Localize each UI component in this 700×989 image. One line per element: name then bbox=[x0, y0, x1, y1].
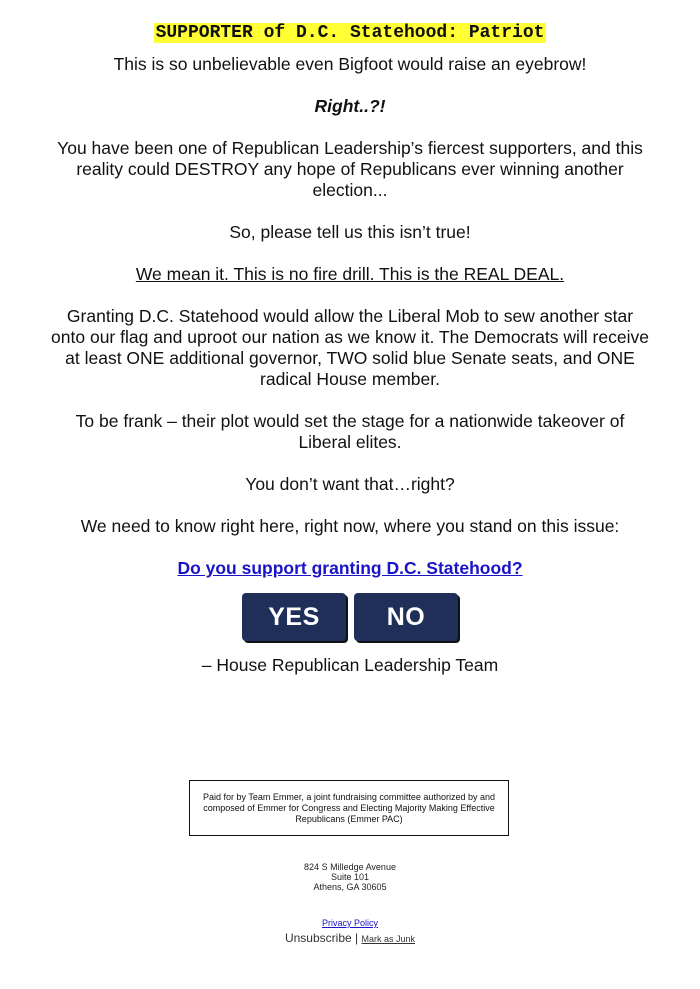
unsubscribe-link[interactable]: Unsubscribe bbox=[284, 931, 352, 945]
paragraph-frank: To be frank – their plot would set the stage for a nationwide takeover of Liberal elites. bbox=[75, 411, 625, 452]
headline-row bbox=[0, 22, 700, 44]
privacy-policy-link[interactable]: Privacy Policy bbox=[321, 918, 378, 928]
unsubscribe-row bbox=[0, 931, 700, 946]
paragraph-right: Right..?! bbox=[314, 96, 386, 116]
paragraph-supporter: You have been one of Republican Leadership’s fiercest supporters, and this reality could DESTROY any hope of Republicans ever winning another election... bbox=[57, 138, 643, 200]
mark-as-junk-link[interactable]: Mark as Junk bbox=[361, 934, 416, 944]
headline: SUPPORTER of D.C. Statehood: Patriot bbox=[155, 23, 545, 43]
address-line-1: 824 S Milledge Avenue bbox=[304, 862, 396, 872]
footer-separator: | bbox=[355, 931, 359, 945]
address-line-3: Athens, GA 30605 bbox=[313, 882, 387, 892]
question-row bbox=[0, 558, 700, 579]
no-button[interactable]: NO bbox=[354, 593, 458, 641]
paragraph-real-deal bbox=[50, 264, 650, 285]
paragraph-intro: This is so unbelievable even Bigfoot would raise an eyebrow! bbox=[113, 54, 587, 74]
mailing-address bbox=[0, 862, 700, 892]
yes-button[interactable]: YES bbox=[242, 593, 346, 641]
paragraph-stand: We need to know right here, right now, where you stand on this issue: bbox=[80, 516, 620, 536]
paragraph-want: You don’t want that…right? bbox=[245, 474, 455, 494]
real-deal-text: We mean it. This is no fire drill. This is the REAL DEAL. bbox=[135, 264, 565, 284]
signoff: – House Republican Leadership Team bbox=[201, 655, 499, 675]
paragraph-plea: So, please tell us this isn’t true! bbox=[229, 222, 471, 242]
footer-links bbox=[0, 913, 700, 946]
question-link[interactable]: Do you support granting D.C. Statehood? bbox=[177, 558, 523, 578]
address-line-2: Suite 101 bbox=[330, 872, 370, 882]
paid-for-disclaimer: Paid for by Team Emmer, a joint fundraising committee authorized by and composed of Emmer for Congress and Electing Majority Making Effective Republicans (Emmer PAC) bbox=[189, 780, 509, 836]
vote-buttons bbox=[0, 593, 700, 641]
paragraph-statehood: Granting D.C. Statehood would allow the Liberal Mob to sew another star onto our flag and uproot our nation as we know it. The Democrats will receive at least ONE additional governor, TWO solid blue Senate seats, and ONE radical House member. bbox=[51, 306, 649, 389]
